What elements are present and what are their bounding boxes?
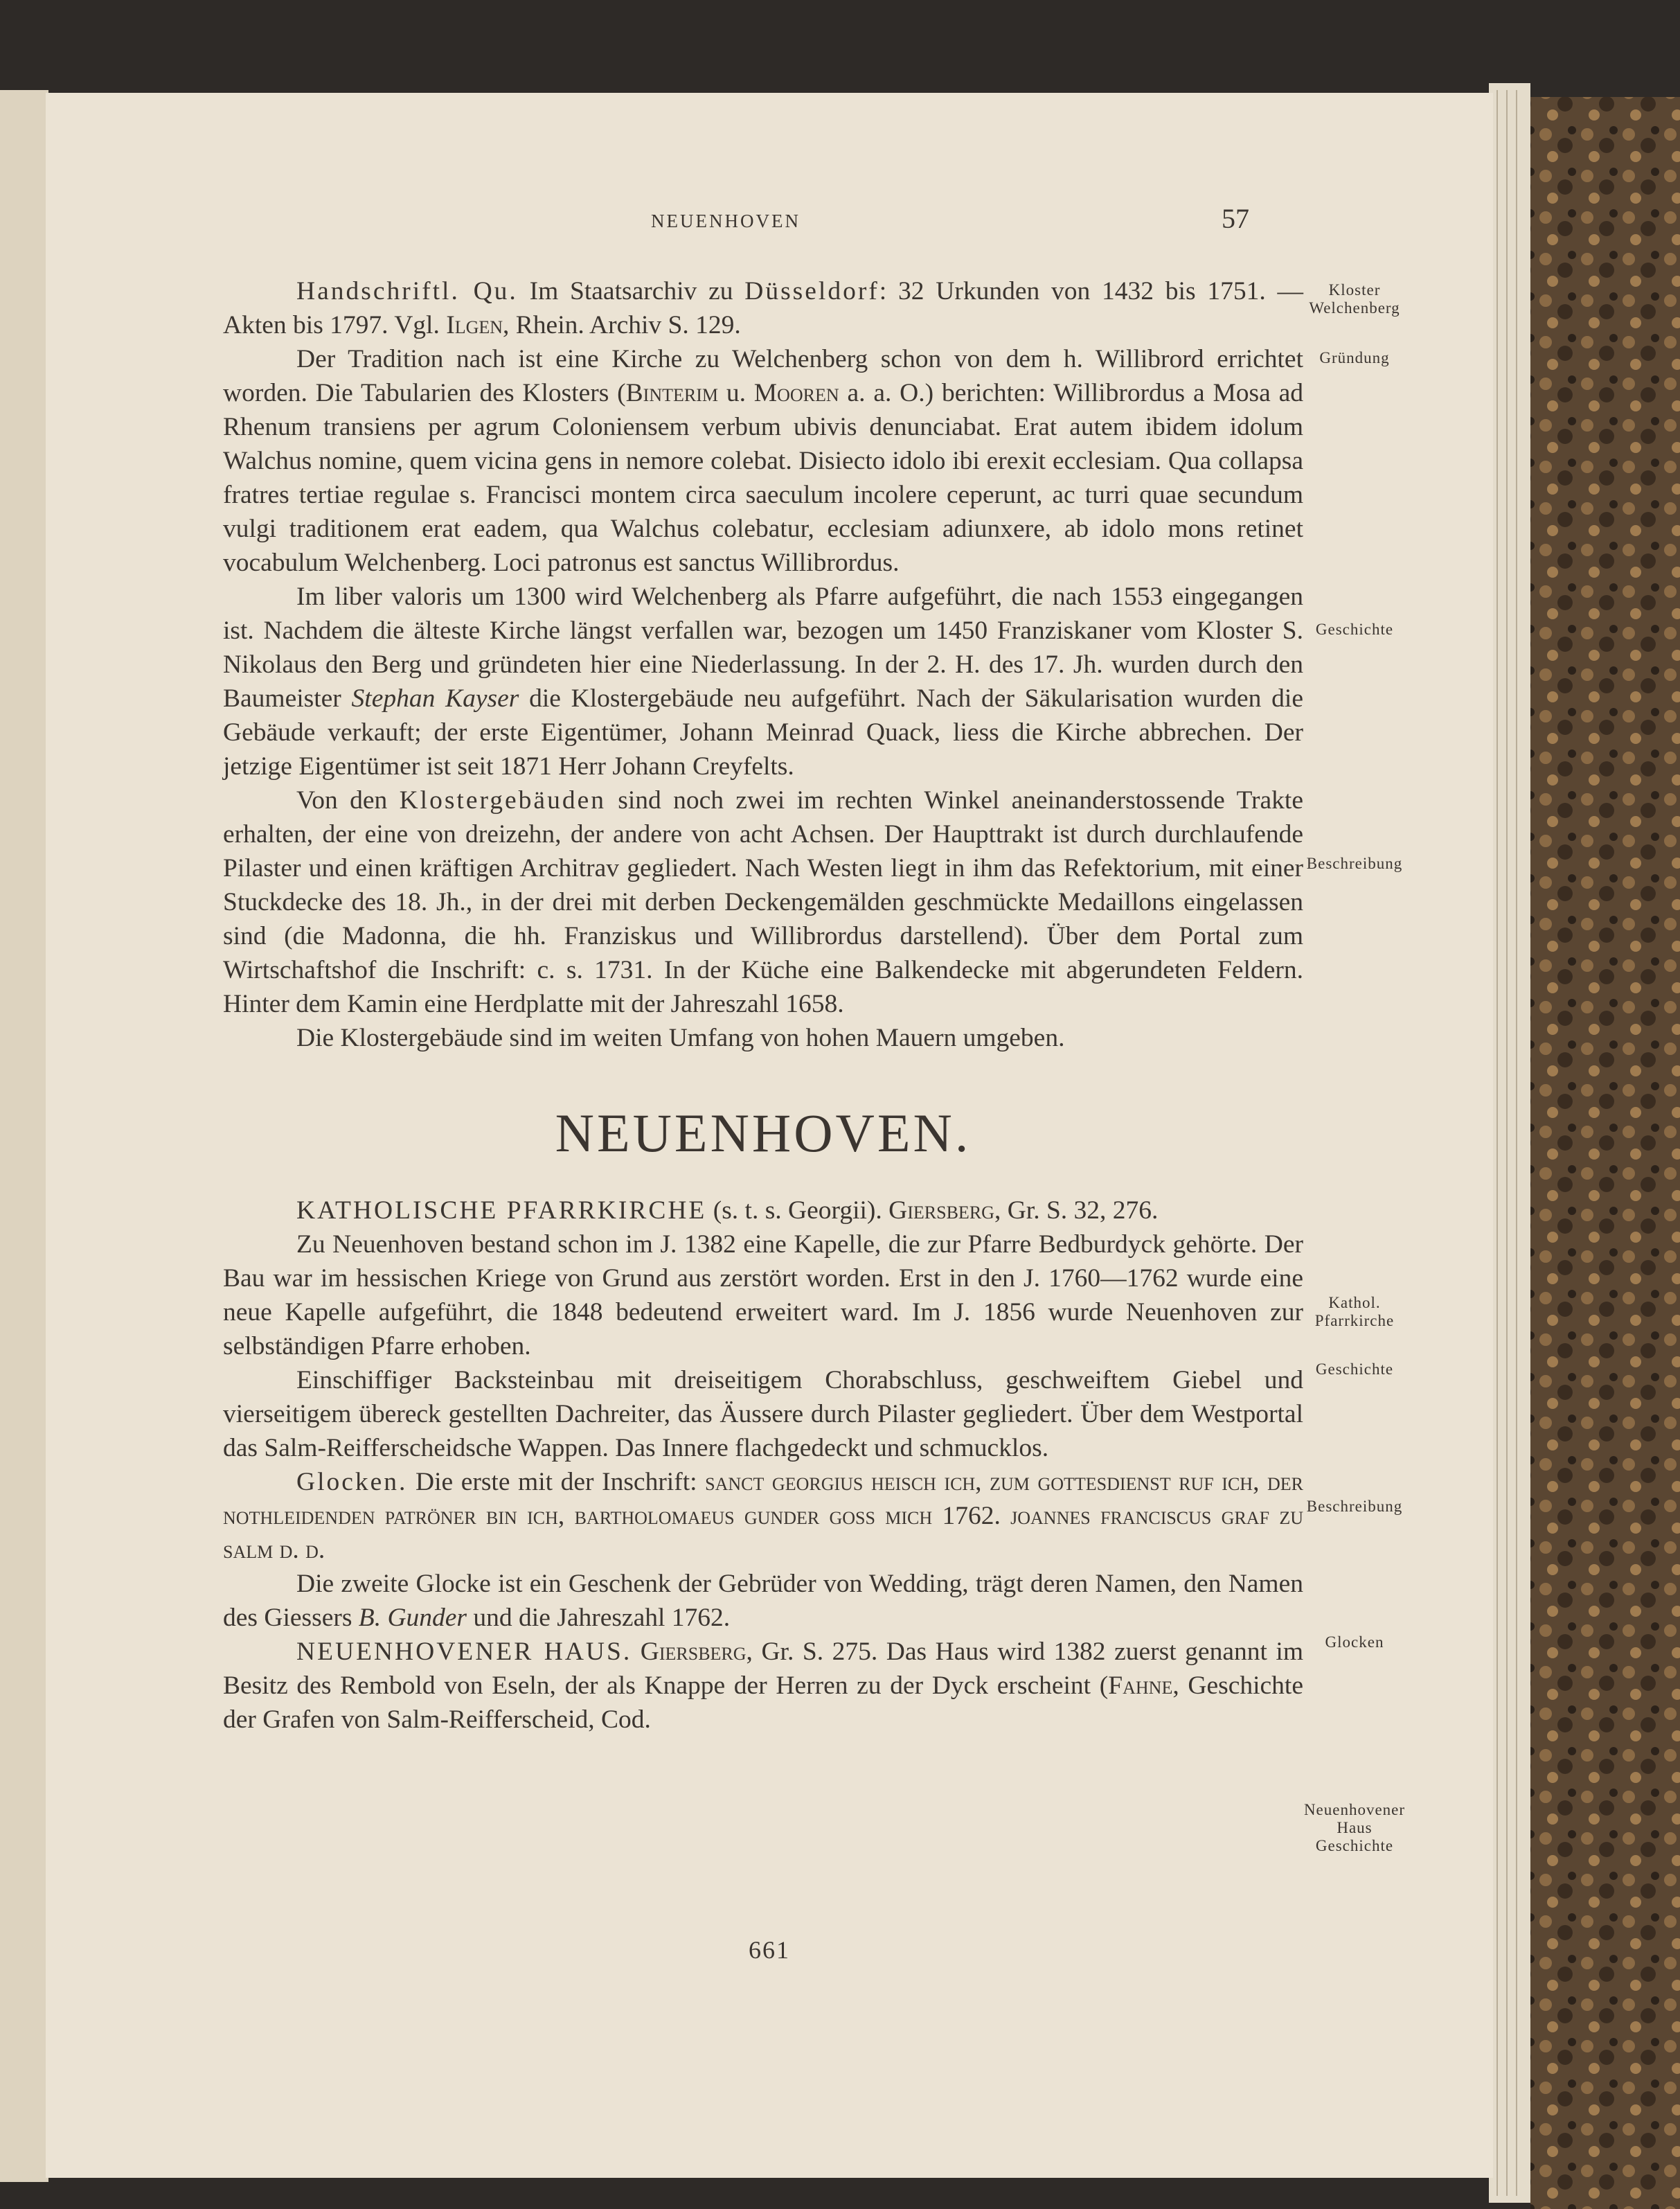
author-name: Ilgen [446,311,503,339]
section-heading: NEUENHOVEN. [555,1103,972,1163]
paragraph-church-title [223,1194,1303,1227]
text-run: Im Staatsarchiv zu [517,277,745,305]
margin-note-line: Kloster [1328,281,1381,299]
text-run: , Gr. S. 32, 276. [994,1196,1159,1225]
spaced-word: Klostergebäuden [399,786,606,815]
spaced-word: KATHOLISCHE PFARRKIRCHE [296,1196,707,1225]
text-run: sind noch zwei im rechten Winkel aneinanderstossende Trakte erhalten, der eine von dreizehn, der andere von acht Achsen. Der Haupttrakt ist durch durchlaufende Pilaster und einen kräftigen Architrav gegliedert. Nach Westen liegt in ihm das Refektorium, mit einer Stuckdecke des 18. Jh., in der drei mit derben Deckengemälden geschmückte Medaillons eingelassen sind (die Madonna, die hh. Franziskus und Willibrordus darstellend). Über dem Portal zum Wirtschaftshof die Inschrift: c. s. 1731. In der Küche eine Balkendecke mit abgerundeten Feldern. Hinter dem Kamin eine Herdplatte mit der Jahreszahl 1658. [223,786,1303,1018]
page-stack [1489,83,1530,2203]
text-run: , Rhein. Archiv S. 129. [503,311,741,339]
text-run: (s. t. s. Georgii). [706,1196,889,1225]
paragraph-bells [223,1465,1303,1567]
paragraph-house [223,1635,1303,1737]
margin-note-gruendung: Gründung [1319,349,1390,366]
left-page-edge [0,90,48,2182]
text-run: und die Jahreszahl 1762. [467,1604,731,1632]
margin-note-line: Kathol. [1328,1294,1381,1311]
margin-note-line: Geschichte [1315,1837,1394,1854]
paragraph-church-history: Zu Neuenhoven bestand schon im J. 1382 eine Kapelle, die zur Pfarre Bedburdyck gehörte. Der Bau war im hessischen Kriege von Grund aus zerstört worden. Erst in den J. 1760—1762 wurde eine neue Kapelle aufgeführt, die 1848 bedeutend erweitert ward. Im J. 1856 wurde Neuenhoven zur selbständigen Pfarre erhoben. [223,1230,1303,1360]
text-run: , Geschichte der Grafen von Salm-Reifferscheid, Cod. [223,1671,1303,1734]
paragraph-description [223,783,1303,1021]
text-run: Von den [296,786,400,815]
text-run: Im liber valoris um 1300 wird Welchenberg als Pfarre aufgeführt, die nach 1553 eingegangen ist. Nachdem die älteste Kirche längst verfallen war, bezogen um 1450 Franziskaner vom Kloster S. Nikolaus den Berg und gründeten hier eine Niederlassung. In der 2. H. des 17. Jh. wurden durch den Baumeister [223,583,1303,713]
margin-note-kloster [1271,281,1438,317]
text-run: Der Tradition nach ist eine Kirche zu Welchenberg schon von dem h. Willibrord errichtet worden. Die Tabularien des Klosters ( [223,345,1303,407]
author-name: Giersberg [640,1638,747,1666]
paragraph-sources [223,274,1303,342]
author-name: Binterim [625,379,719,407]
author-name: Giersberg [888,1196,994,1225]
text-run [632,1638,641,1666]
page-number: 57 [1222,203,1249,234]
italic-name: Stephan Kayser [351,684,519,713]
margin-note-line: Pfarrkirche [1314,1312,1395,1329]
book-page [46,93,1493,2178]
paragraph-tradition [223,342,1303,580]
paragraph-walls: Die Klostergebäude sind im weiten Umfang von hohen Mauern umgeben. [296,1024,1065,1052]
spaced-word: Düsseldorf [744,277,879,305]
author-name: Fahne [1108,1671,1173,1700]
text-run: a. a. O.) berichten: Willibrordus a Mosa ad Rhenum transiens per agrum Coloniensem verbum ubivis denunciabat. Erat autem ibidem idolum Walchus nomine, quem vicina gens in nemore colebat. Disiecto idolo ibi erexit ecclesiam. Qua collapsa fratres tertiae regulae s. Francisci montem circa saeculum incolere ceperunt, ac turri quae secundum vulgi traditionem erat eadem, qua Walchus colebatur, ecclesiam adiunxere, ab idolo mons retinet vocabulum Welchenberg. Loci patronus est sanctus Willibrordus. [223,379,1303,577]
margin-note-neuenhovener-haus [1271,1801,1438,1855]
margin-note-line: Neuenhovener [1303,1801,1406,1818]
sources-lead: Handschriftl. Qu. [296,277,518,305]
margin-note-beschreibung-2: Beschreibung [1306,1498,1403,1515]
margin-note-geschichte-2: Geschichte [1315,1360,1394,1378]
inscription: sanct georgius heisch ich, zum gottesdienst ruf ich, der nothleidenden patröner bin ich, bartholomaeus gunder goss mich 1762. joannes franciscus graf zu salm d. d. [223,1468,1304,1564]
margin-note-geschichte: Geschichte [1315,621,1394,638]
spaced-word: Glocken. [296,1468,408,1496]
italic-name: B. Gunder [358,1604,467,1632]
text-run: u. [718,379,754,407]
margin-note-glocken: Glocken [1325,1633,1384,1651]
text-run: die Klostergebäude neu aufgeführt. Nach der Säkularisation wurden die Gebäude verkauft; der erste Eigentümer, Johann Meinrad Quack, liess die Kirche abbrechen. Der jetzige Eigentümer ist seit 1871 Herr Johann Creyfelts. [223,684,1303,781]
author-name: Mooren [753,379,839,407]
spaced-word: NEUENHOVENER HAUS. [296,1638,632,1666]
margin-note-kathol [1271,1294,1438,1330]
margin-note-line: Haus [1337,1819,1373,1836]
paragraph-second-bell [223,1567,1303,1635]
folio-number: 661 [749,1936,790,1964]
text-run: Die erste mit der Inschrift: [407,1468,706,1496]
paragraph-church-description: Einschiffiger Backsteinbau mit dreiseitigem Chorabschluss, geschweiftem Giebel und vierseitigem übereck gestellten Dachreiter, das Äussere durch Pilaster gegliedert. Über dem Westportal das Salm-Reifferscheidsche Wappen. Das Innere flachgedeckt und schmucklos. [223,1366,1303,1462]
text-run: : 32 Urkunden von 1432 bis 1751. — Akten bis 1797. Vgl. [223,277,1303,339]
running-head-title: NEUENHOVEN [651,211,801,231]
text-body [223,274,1303,1737]
marbled-cover [1530,97,1680,2209]
paragraph-history [223,580,1303,783]
margin-note-beschreibung: Beschreibung [1306,855,1403,872]
text-run: Die zweite Glocke ist ein Geschenk der Gebrüder von Wedding, trägt deren Namen, den Namen des Giessers [223,1570,1303,1632]
margin-note-line: Welchenberg [1309,299,1400,317]
text-run: , Gr. S. 275. Das Haus wird 1382 zuerst genannt im Besitz des Rembold von Eseln, der als Knappe der Herren zu der Dyck erscheint ( [223,1638,1304,1700]
